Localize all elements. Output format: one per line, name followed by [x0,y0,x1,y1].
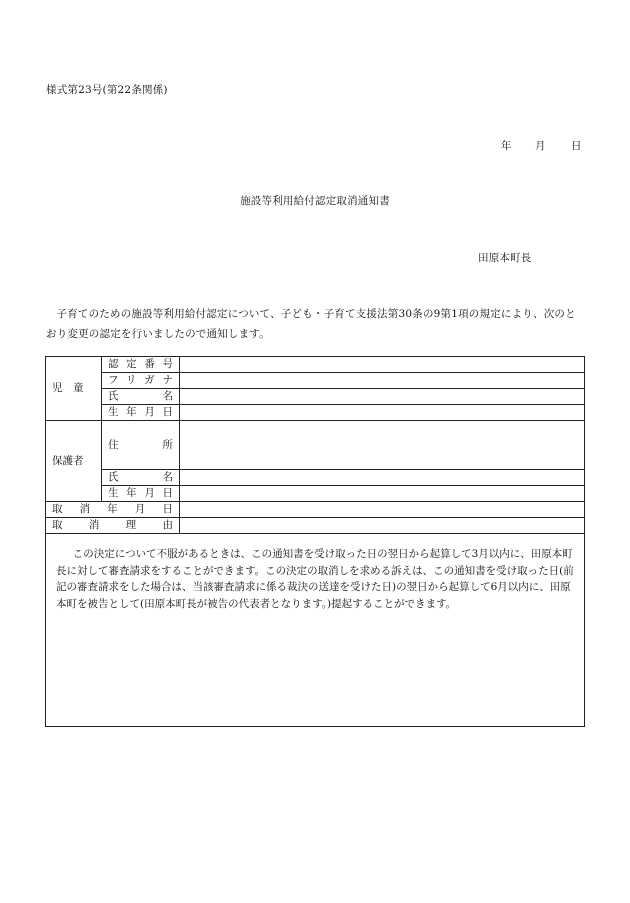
date-year-label: 年 [501,140,512,152]
guardian-name-label: 氏名 [102,470,180,486]
form-number: 様式第23号(第22条関係) [46,84,168,96]
table-row [46,373,585,389]
cancel-date-label: 取消年月日 [46,502,180,518]
appeal-notice: この決定について不服があるときは、この通知書を受け取った日の翌日から起算して3月以内に、田原本町長に対して審査請求をすることができます。この決定の取消しを求める訴えは、この通知書を受け取った日(前記の審査請求をした場合は、当該審査請求に係る裁決の送達を受けた日)の翌日から起算して6月以内に、田原本町を被告として(田原本町長が被告の代表者となります。)提起することができます。 [56,548,574,610]
child-group-label: 児 童 [46,357,102,421]
guardian-birthdate-label: 生年月日 [102,486,180,502]
notification-table [45,356,585,727]
table-row [46,405,585,421]
guardian-birthdate-value [180,486,585,502]
table-row [46,357,585,373]
address-value [180,421,585,470]
cert-number-label: 認定番号 [102,357,180,373]
date-line [501,138,582,153]
body-paragraph: 子育てのための施設等利用給付認定について、子ども・子育て支援法第30条の9第1項の規定により、次のとおり変更の認定を行いましたので通知します。 [46,308,576,340]
table-row [46,470,585,486]
guardian-name-value [180,470,585,486]
child-birthdate-value [180,405,585,421]
date-day-label: 日 [571,140,582,152]
child-name-value [180,389,585,405]
table-row [46,518,585,534]
table-row [46,502,585,518]
notice-cell [46,534,585,727]
table-row [46,421,585,470]
table-row [46,486,585,502]
furigana-value [180,373,585,389]
address-label: 住所 [102,421,180,470]
furigana-label: フリガナ [102,373,180,389]
child-name-label: 氏名 [102,389,180,405]
child-birthdate-label: 生年月日 [102,405,180,421]
cancel-reason-value [180,518,585,534]
cancel-reason-label: 取消理由 [46,518,180,534]
issuer-name: 田原本町長 [478,252,532,264]
guardian-group-label: 保護者 [46,421,102,502]
cert-number-value [180,357,585,373]
document-title: 施設等利用給付認定取消通知書 [240,195,390,207]
cancel-date-value [180,502,585,518]
table-row [46,534,585,727]
table-row [46,389,585,405]
date-month-label: 月 [535,140,546,152]
